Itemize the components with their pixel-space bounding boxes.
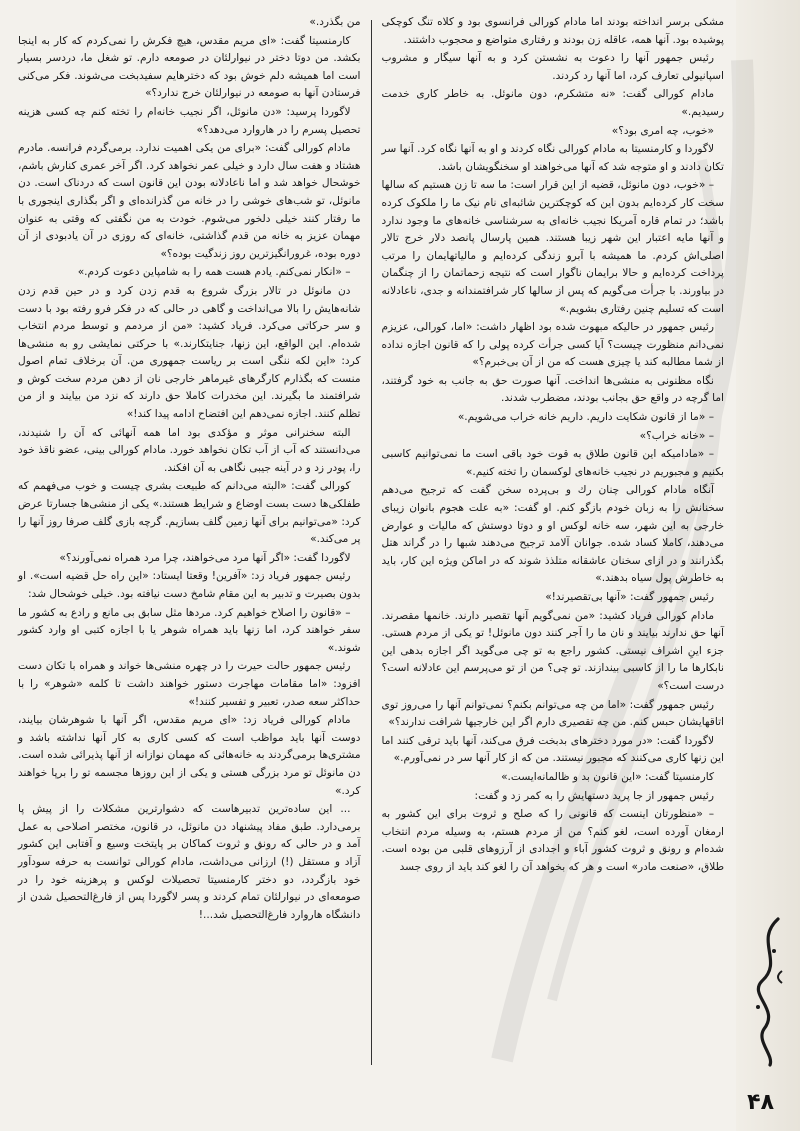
left-column <box>14 14 371 1071</box>
text-columns <box>14 14 730 1071</box>
paragraph: رئیس جمهور گفت: «آنها بی‌تقصیرند!» <box>545 591 714 603</box>
paragraph: لاگوردا و کارمنسیتا به مادام کورالی نگاه کردند و او به آنها نگاه کرد. آنها سر تکان دادند و او متوجه شد که آنها می‌خواهند او سخنگویشان باشد. <box>381 143 724 173</box>
paragraph: «خوب، چه امری بود؟» <box>611 124 714 137</box>
paragraph: – «قانون را اصلاح خواهیم کرد. مردها مثل سابق بی مانع و رادع به کشور ما سفر خواهند کرد، اما زنها باید همراه شوهر یا با اجازه کتبی او وارد کشور شوند.» <box>18 606 361 654</box>
column-divider <box>371 20 372 1065</box>
paragraph: لاگوردا پرسید: «دن مانوئل، اگر نجیب خانه‌ام را تخته کنم چه کسی هزینه تحصیل پسرم را در هاروارد می‌دهد؟» <box>18 105 361 136</box>
paragraph: آنگاه مادام کورالی چنان رك و بی‌پرده سخن گفت که ترجیح می‌دهم سخنانش را به زبان خودم بازگو کنم. او گفت: «به علت هجوم بانوان زیبای خارجی به این شهر، سه خانه لوکس او و دوتا دوستش که مالیات و عوارض می‌دهند، کاملا کساد شده. جوانان آلامد ترجیح می‌دهند شبها را در گراند هتل بگذرانند و در ازای سخنان عاشقانه متلذذ شوند که در اماکن ویژه این کار، باید به خاطرش پول سیاه بدهند.» <box>381 484 724 585</box>
paragraph: – «خوب، دون مانوئل، قضیه از این قرار است: ما سه تا زن هستیم که سالها سخت کار کرده‌ایم بدون این که کوچکترین شائبه‌ای نام نیک ما را ملکوک کرده باشد؛ در تمام قاره آمریکا نجیب خانه‌ای به سرشناسی خانه‌های ما وجود ندارد و آنها مایه اعتبار این شهر زیبا هستند. همین پارسال پانصد دلار خرج تالار اصلی‌اش کردم. ما همیشه با آبرو زندگی کرده‌ایم و مالیاتهایمان را مرتب پرداخت کرده‌ایم و حالا برایمان ناگوار است که نتیجه زحماتمان را از چنگمان در بیاورند. با جرأت می‌گویم که پس از سالها کار شرافتمندانه و جدی، ناعادلانه است که تسلیم چنین رفتاری بشویم.» <box>381 179 724 315</box>
paragraph: مادام کورالی گفت: «برای من یکی اهمیت ندارد. برمی‌گردم فرانسه. مادرم هشتاد و هفت سال دارد و خیلی عمر نخواهد کرد. اگر آخر عمری کنارش باشم، خوشحال خواهد شد و اما ناعادلانه بودن این قانون است که دردناک است. دن مانوئل، تو شب‌های خوشی را در خانه من گذرانده‌ای و اگر بگذاری اینجوری با ما رفتار کنند خیلی دلخور می‌شوم. خودت به من نگفتی که وقتی به عنوان مهمان عزیز به خانه من قدم گذاشتی، خانه‌ای که روزی در آن یادبودی از آن دوره بوده، غرورانگیزترین روز زندگیت بوده؟» <box>18 142 361 260</box>
kerman-brand-logo <box>744 911 792 1071</box>
paragraph: – «انکار نمی‌کنم. یادم هست همه را به شامپاین دعوت کردم.» <box>77 266 351 279</box>
paragraph: کارمنسیتا گفت: «ای مریم مقدس، هیچ فکرش را نمی‌کردم که کار به اینجا بکشد. من دوتا دختر در نیوارلئان در صومعه دارم. تو شغل ما، دردسر بسیار است اما همیشه دلم خوش بود که دخترهایم سفیدبخت می‌شوند. فکر می‌کنی فرستادن آنها به صومعه در نیوارلئان خرج ندارد؟» <box>18 34 361 100</box>
paragraph: رئیس جمهور حالت حیرت را در چهره منشی‌ها خواند و همراه با تکان دست افزود: «اما مقامات مهاجرت دستور خواهند داشت تا کلمه «شوهر» را با حداکثر سعه صدر، تعبیر و تفسیر کنند!» <box>18 660 361 708</box>
paragraph: رئیس جمهور گفت: «اما من چه می‌توانم بکنم؟ نمی‌توانم آنها را می‌روز توی اتاقهایشان حبس کنم. من چه تقصیری دارم اگر این خارجیها شرافت ندارند؟» <box>381 698 724 729</box>
paragraph: رئیس جمهور از جا پرید دستهایش را به کمر زد و گفت: <box>474 789 714 802</box>
paragraph: لاگوردا گفت: «اگر آنها مرد می‌خواهند، چرا مرد همراه نمی‌آورند؟» <box>59 551 351 564</box>
paragraph: البته سخنرانی موثر و مؤکدی بود اما همه آنهائی که آن را شنیدند، می‌دانستند که آب از آب تکان نخواهد خورد. مادام کورالی بینی، عضو ناقذ خود را، پودر زد و در آینه جیبی نگاهی به آن افکند. <box>18 426 361 474</box>
paragraph: نگاه مظنونی به منشی‌ها انداخت. آنها صورت حق به جانب به خود گرفتند، اما گرچه در واقع حق بجانب بودند، مضطرب شدند. <box>381 374 724 405</box>
paragraph: مادام کورالی فریاد کشید: «من نمی‌گویم آنها تقصیر دارند. خانمها مقصرند. آنها حق ندارند بیایند و نان ما را آجر کنند دون مانوئل! تو یکی از مردم هستی. جزء اینِ اشراف نیستی. کشور راجع به تو چی می‌گوید اگر اجازه بدهی این نابکارها ما را از کاسبی بیندازند. تو چی؟ من از تو می‌پرسم این عادلانه است؟ درست است؟» <box>381 609 724 692</box>
paragraph: دن مانوئل در تالار بزرگ شروع به قدم زدن کرد و در حین قدم زدن شانه‌هایش را بالا می‌انداخت و گاهی در حالی که در فکر فرو رفته بود با دست و سر حرکاتی می‌کرد. فریاد کشید: «من از مردمم و توسط مردم انتخاب شده‌ام. این الواقع، این زنها، جنایتکارند.» با حرکتی نمایشی رو به منشی‌ها کرد: «این لکه ننگی است بر ریاست جمهوری من. آن برخلاف تمام اصول منست که بگذارم کارگرهای غیرماهر خارجی نان از دهن مردم سخت کوش و شرافتمند ما بگیرند. این مخدرات کاملا حق دارند که نزد من بیایند و از من تظلم کنند. اجازه نمی‌دهم این افتضاح ادامه پیدا کند!» <box>18 284 361 421</box>
paragraph: رئیس جمهور آنها را دعوت به نشستن کرد و به آنها سیگار و مشروب اسپانیولی تعارف کرد، اما آنها رد کردند. <box>381 52 724 82</box>
paragraph: – «منظورتان اینست که قانونی را که صلح و ثروت برای این کشور به ارمغان آورده است، لغو کنم؟ من از مردم هستم، به وسیله مردم انتخاب شده‌ام و رونق و ثروت کشور آباء و اجدادی از آرزوهای قلبی من بوده است. طلاق، «صنعت مادر» است و هر که بخواهد آن را لغو کند باید از روی جسد <box>381 808 724 873</box>
paragraph: مادام کورالی فریاد زد: «ای مریم مقدس، اگر آنها با شوهرشان بیایند، دوست آنها باید مواظب است که کسی کاری به کار آنها نداشته باشد و مشتری‌ها برمی‌گردند به خانه‌هائی که مهمان نوازانه از آنها پذیرائی شده است. دن مانوئل تو مرد بزرگی هستی و یکی از این روزها مجسمه تو را برپا خواهند کرد.» <box>18 714 361 797</box>
paragraph: ... این ساده‌ترین تدبیرهاست که دشوارترین مشکلات را از پیش پا برمی‌دارد. طبق مفاد پیشنهاد دن مانوئل، در قانون، مختصر اصلاحی به عمل آمد و در حالی که رونق و ثروت کماکان بر پایتخت وسیع و آفتابی این کشور آزاد و مستقل (!) ارزانی می‌داشت، مادام کورالی توانست به حرفه سودآور خود بازگردد، دو دختر کارمنسیتا تحصیلات لوکس و پرهزینه خود را در صومعه‌ای در نیوارلئان تمام کردند و پسر لاگوردا پس از فارغ‌التحصیل شدن از دانشگاه هاروارد فارغ‌التحصیل شد...! <box>18 803 361 921</box>
paragraph: کارمنسیتا گفت: «این قانون بد و ظالمانه‌ایست.» <box>501 770 714 783</box>
page-number: ۴۸ <box>747 1090 774 1115</box>
paragraph: من بگذرد.» <box>309 16 361 28</box>
right-column <box>372 14 731 1071</box>
paragraph: مادام کورالی گفت: «نه متشکرم، دون مانوئل. به خاطر کاری خدمت رسیدیم.» <box>381 88 724 118</box>
paragraph: مشکی برسر انداخته بودند اما مادام کورالی فرانسوی بود و کلاه تنگ کوچکی پوشیده بود. آنها همه، عاقله زن بودند و رفتاری متواضع و محجوب داشتند. <box>381 16 724 46</box>
paragraph: کورالی گفت: «البته می‌دانم که طبیعت بشری چیست و خوب می‌فهمم که طفلکی‌ها دست بست اوضاع و شرایط هستند.» یکی از منشی‌ها جسارتا عرض کرد: «می‌توانیم برای آنها زمین گلف بسازیم. گرچه بازی گلف صرفا روز آنها را پر می‌کند.» <box>18 480 361 546</box>
paragraph: رئیس جمهور در حالیکه مبهوت شده بود اظهار داشت: «اما، کورالی، عزیزم نمی‌دانم منظورت چیست؟ آیا کسی جرأت کرده پولی را که قانون اجازه نداده از شما مطالبه کند یا چیزی هست که من از آن بی‌خبرم؟» <box>381 321 724 369</box>
paragraph: – «خانه خراب؟» <box>639 429 714 442</box>
paragraph: – «مادامیکه این قانون طلاق به قوت خود باقی است ما نمی‌توانیم کاسبی بکنیم و مجبوریم در نجیب خانه‌های لوکسمان را تخته کنیم.» <box>381 448 724 478</box>
paragraph: رئیس جمهور فریاد زد: «آفرین! وقعتا ایستاد: «این راه حل قضیه است». او بدون بصیرت و تدبیر به این مقام شامخ دست نیافته بود. خیلی خوشحال شد: <box>18 570 361 600</box>
paragraph: – «ما از قانون شکایت داریم. داریم خانه خراب می‌شویم.» <box>457 411 714 424</box>
paragraph: لاگوردا گفت: «در مورد دخترهای بدبخت فرق می‌کند، آنها باید ترقی کنند اما این زنها کاری می‌کنند که مجبور نیستند. من که از کار آنها سر در نمی‌آورم.» <box>381 734 724 765</box>
